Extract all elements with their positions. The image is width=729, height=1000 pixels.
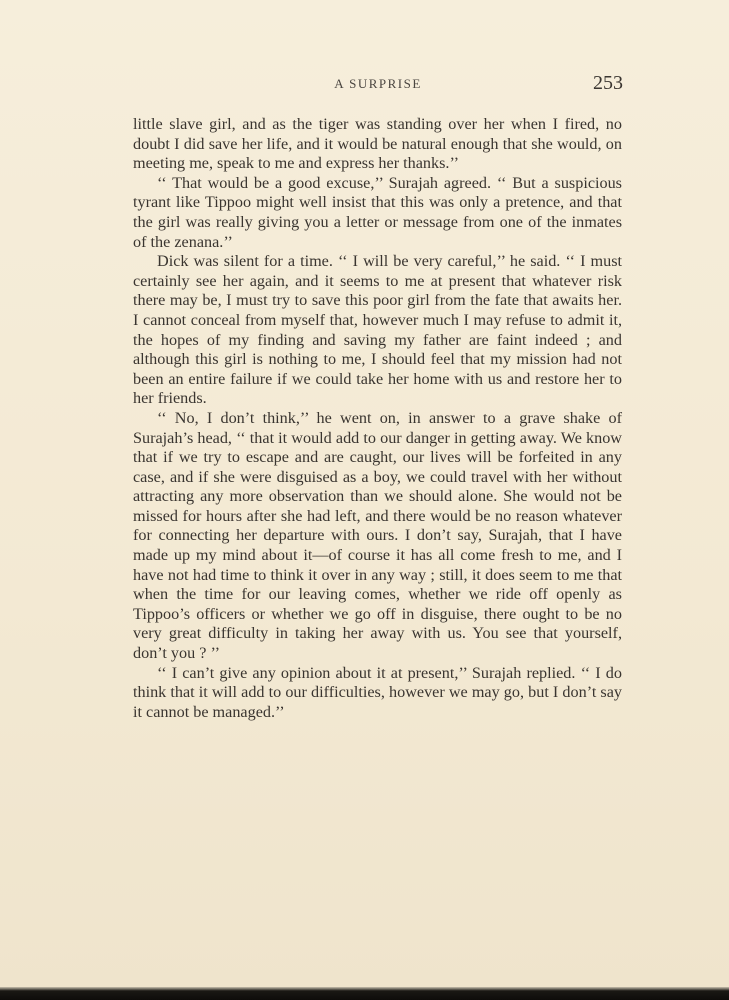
paragraph: ‘‘ I can’t give any opinion about it at present,’’ Surajah replied. ‘‘ I do think that it will add to our difficulties, however we may go, but I don’t say it cannot be managed.’’ xyxy=(133,663,622,721)
scan-bottom-edge xyxy=(0,987,729,1000)
page-number: 253 xyxy=(593,72,623,94)
running-head xyxy=(133,72,623,98)
body-text xyxy=(133,115,622,722)
paragraph: ‘‘ That would be a good excuse,’’ Surajah agreed. ‘‘ But a suspicious tyrant like Tippoo might well insist that this was only a pretence, and that the girl was really giving you a letter or message from one of the inmates of the zenana.’’ xyxy=(133,173,622,251)
paragraph: Dick was silent for a time. ‘‘ I will be very careful,’’ he said. ‘‘ I must certainly see her again, and it seems to me at present that whatever risk there may be, I must try to save this poor girl from the fate that awaits her. I cannot conceal from myself that, however much I may refuse to admit it, the hopes of my finding and saving my father are faint indeed ; and although this girl is nothing to me, I should feel that my mission had not been an entire failure if we could take her home with us and restore her to her friends. xyxy=(133,252,622,408)
running-title: A SURPRISE xyxy=(334,76,422,91)
paragraph: little slave girl, and as the tiger was standing over her when I fired, no doubt I did save her life, and it would be natural enough that she would, on meeting me, speak to me and express her thanks.’’ xyxy=(133,115,622,173)
paragraph: ‘‘ No, I don’t think,’’ he went on, in answer to a grave shake of Surajah’s head, ‘‘ that it would add to our danger in getting away. We know that if we try to escape and are caught, our lives will be forfeited in any case, and if she were disguised as a boy, we could travel with her without attracting any more observation than we should alone. She would not be missed for hours after she had left, and there would be no reason whatever for connecting her departure with ours. I don’t say, Surajah, that I have made up my mind about it—of course it has all come fresh to me, and I have not had time to think it over in any way ; still, it does seem to me that when the time for our leaving comes, whether we ride off openly as Tippoo’s officers or whether we go off in disguise, there ought to be no very great difficulty in taking her away with us. You see that yourself, don’t you ? ’’ xyxy=(133,408,622,663)
